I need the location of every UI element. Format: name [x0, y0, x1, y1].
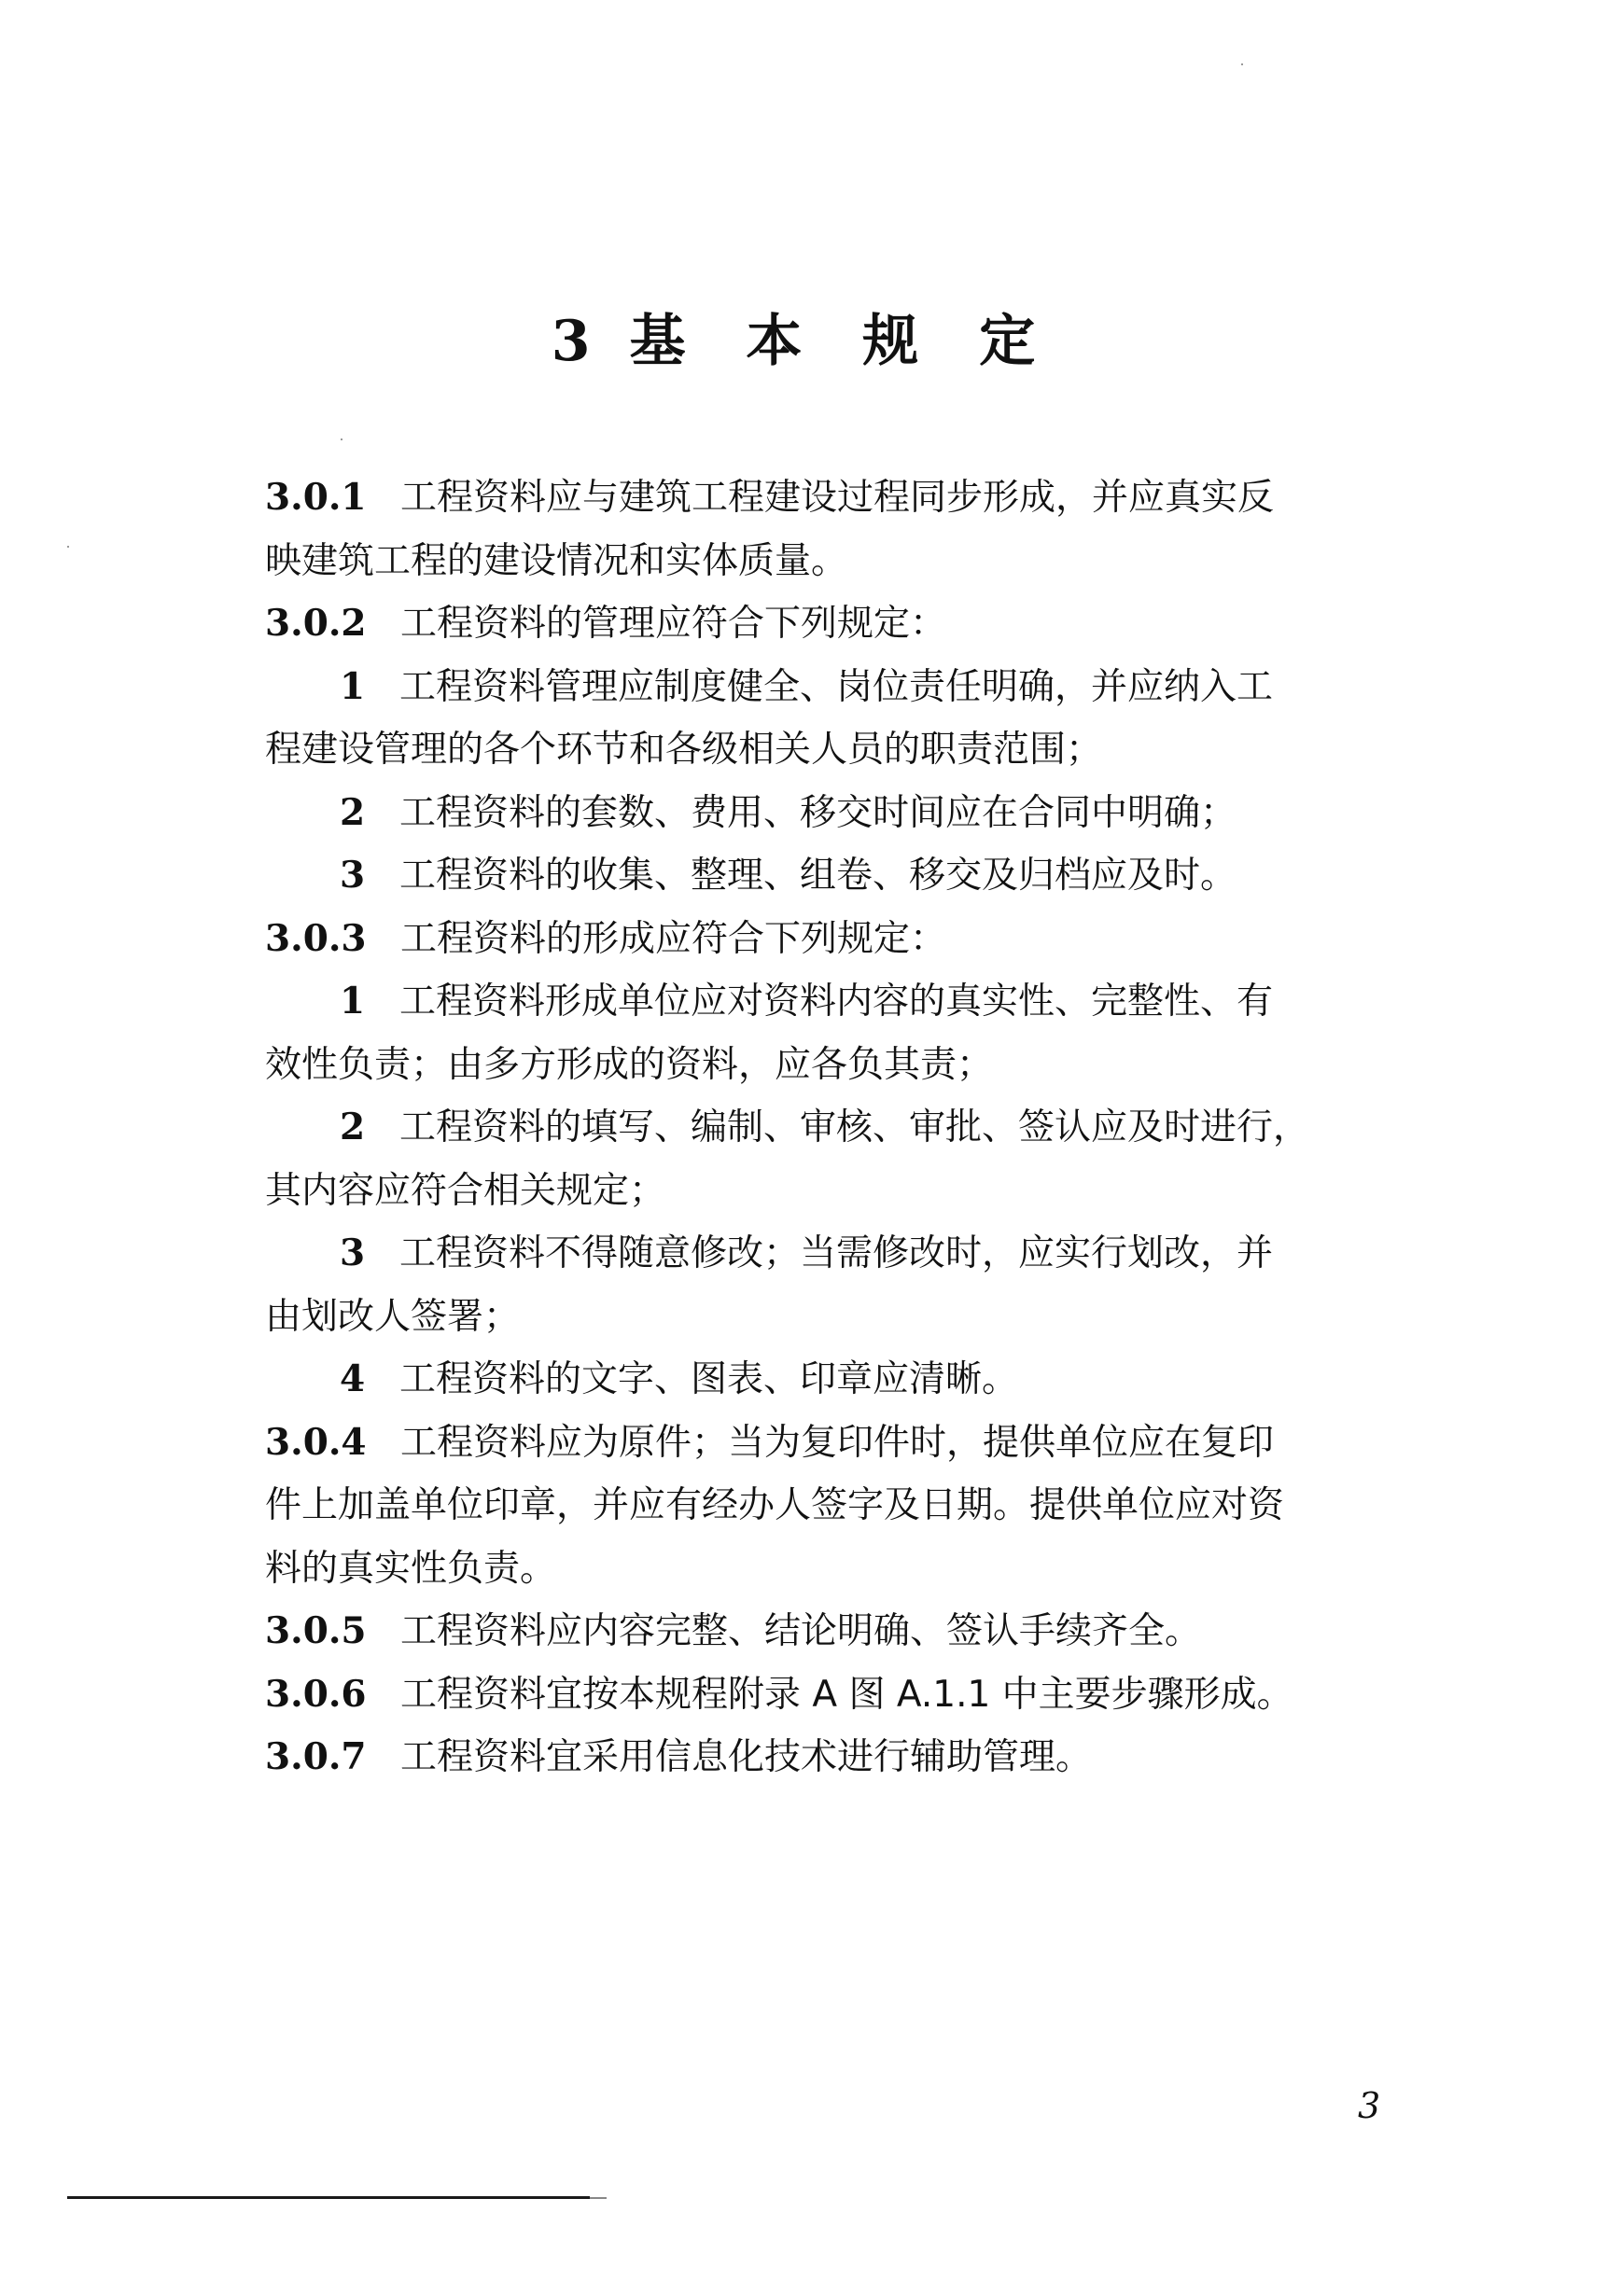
clause-item: [265, 1348, 1422, 1412]
item-number: 3: [340, 854, 366, 897]
chapter-number: 3: [551, 309, 598, 374]
item-text-line: 其内容应符合相关规定；: [265, 1169, 666, 1212]
item-text-line: 工程资料的套数、费用、移交时间应在合同中明确；: [399, 791, 1237, 834]
clause-text-line: 工程资料的管理应符合下列规定：: [400, 603, 947, 645]
item-text-line: 工程资料形成单位应对资料内容的真实性、完整性、有: [399, 981, 1274, 1023]
footer-rule-tail: [590, 2197, 607, 2199]
item-text-line: 程建设管理的各个环节和各级相关人员的职责范围；: [265, 729, 1103, 771]
footer-rule: [67, 2196, 590, 2199]
clause-3-0-3: [265, 908, 1422, 971]
clause-text-line: 工程资料宜按本规程附录 A 图 A.1.1 中主要步骤形成。: [400, 1673, 1293, 1716]
clause-3-0-5: [265, 1600, 1422, 1663]
clause-text-line: 工程资料的形成应符合下列规定：: [400, 917, 947, 960]
clause-text-line: 料的真实性负责。: [265, 1547, 557, 1590]
clause-number: 3.0.5: [265, 1609, 367, 1652]
clause-text-line: 映建筑工程的建设情况和实体质量。: [265, 539, 848, 582]
clause-number: 3.0.3: [265, 916, 367, 960]
scan-speck: [341, 438, 342, 440]
clause-item: [265, 844, 1422, 908]
item-text-line: 工程资料的填写、编制、审核、审批、签认应及时进行，: [399, 1106, 1310, 1148]
chapter-title-text: 基 本 规 定: [629, 309, 1056, 374]
clause-number: 3.0.4: [265, 1420, 367, 1464]
clause-3-0-4: [265, 1412, 1422, 1601]
clause-3-0-7: [265, 1726, 1422, 1789]
clause-text-line: 件上加盖单位印章，并应有经办人签字及日期。提供单位应对资: [265, 1484, 1285, 1526]
item-text-line: 工程资料的文字、图表、印章应清晰。: [399, 1358, 1019, 1400]
clause-item: [265, 1096, 1422, 1222]
item-text-line: 工程资料不得随意修改；当需修改时，应实行划改，并: [399, 1232, 1274, 1274]
item-number: 2: [340, 790, 366, 834]
clause-number: 3.0.2: [265, 602, 367, 645]
clause-3-0-1: [265, 466, 1422, 592]
chapter-body: [265, 466, 1422, 1789]
clause-text-line: 工程资料宜采用信息化技术进行辅助管理。: [400, 1736, 1093, 1778]
clause-text-line: 工程资料应为原件；当为复印件时，提供单位应在复印: [400, 1421, 1275, 1464]
clause-item: [265, 1222, 1422, 1348]
clause-text-line: 工程资料应与建筑工程建设过程同步形成，并应真实反: [400, 477, 1275, 519]
clause-number: 3.0.1: [265, 476, 367, 519]
clause-item: [265, 782, 1422, 845]
scan-speck: [1241, 63, 1243, 65]
item-text-line: 工程资料的收集、整理、组卷、移交及归档应及时。: [399, 855, 1237, 897]
clause-3-0-6: [265, 1663, 1422, 1727]
item-number: 1: [340, 980, 366, 1023]
scan-speck: [67, 546, 69, 548]
item-number: 2: [340, 1106, 366, 1148]
item-number: 4: [340, 1357, 366, 1400]
clause-text-line: 工程资料应内容完整、结论明确、签认手续齐全。: [400, 1610, 1202, 1652]
clause-3-0-2: [265, 592, 1422, 656]
chapter-title: [0, 297, 1607, 377]
item-number: 3: [340, 1231, 366, 1274]
item-text-line: 效性负责；由多方形成的资料，应各负其责；: [265, 1043, 994, 1086]
page-number: 3: [1358, 2085, 1381, 2126]
item-number: 1: [340, 664, 366, 708]
clause-number: 3.0.6: [265, 1672, 367, 1716]
clause-number: 3.0.7: [265, 1735, 367, 1778]
clause-item: [265, 970, 1422, 1096]
item-text-line: 工程资料管理应制度健全、岗位责任明确，并应纳入工: [399, 665, 1274, 708]
clause-item: [265, 656, 1422, 782]
item-text-line: 由划改人签署；: [265, 1295, 521, 1338]
